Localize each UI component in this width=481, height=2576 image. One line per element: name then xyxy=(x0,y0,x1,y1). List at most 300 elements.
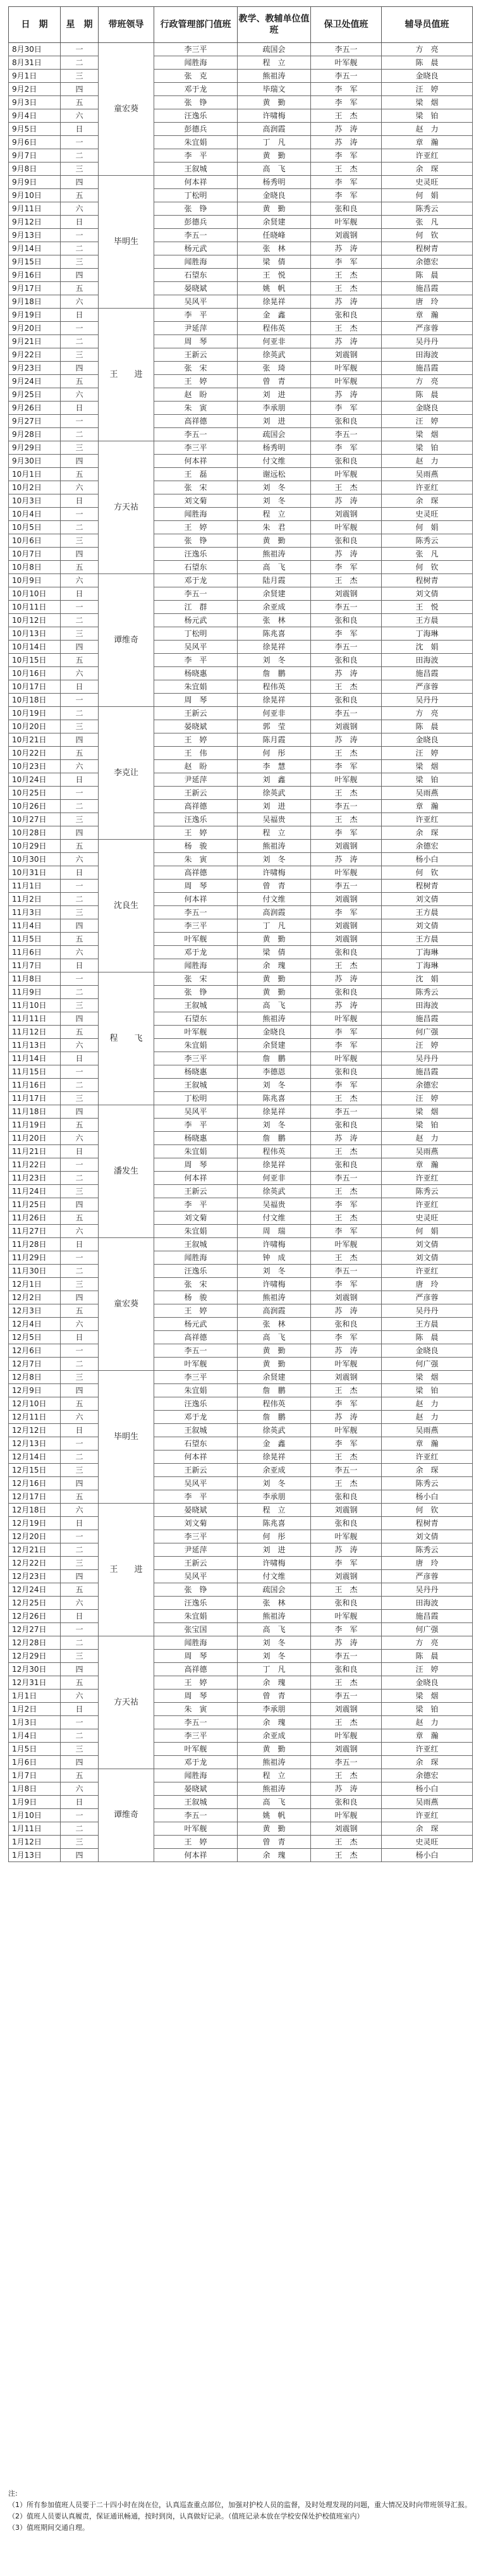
cell-admin-duty: 汪逸乐 xyxy=(154,548,238,561)
cell-weekday: 四 xyxy=(61,1198,99,1211)
table-row xyxy=(9,773,473,787)
cell-security-duty: 刘震钢 xyxy=(311,893,382,906)
cell-admin-duty: 张 铮 xyxy=(154,986,238,999)
table-row xyxy=(9,1344,473,1358)
cell-teaching-duty: 何 彤 xyxy=(238,747,311,760)
cell-counselor-duty: 陈秀云 xyxy=(382,202,473,216)
cell-teaching-duty: 余贤建 xyxy=(238,1371,311,1384)
cell-weekday: 日 xyxy=(61,1424,99,1437)
cell-admin-duty: 闻胜海 xyxy=(154,508,238,521)
table-row xyxy=(9,1012,473,1026)
cell-date: 12月3日 xyxy=(9,1304,61,1318)
cell-teaching-duty: 付文维 xyxy=(238,455,311,468)
cell-counselor-duty: 梁 烟 xyxy=(382,96,473,109)
cell-weekday: 五 xyxy=(61,375,99,388)
cell-teaching-duty: 丁 凡 xyxy=(238,1663,311,1676)
cell-security-duty: 李 军 xyxy=(311,1026,382,1039)
cell-weekday: 四 xyxy=(61,826,99,840)
cell-teaching-duty: 程伟英 xyxy=(238,322,311,335)
cell-leader: 潘发生 xyxy=(99,1105,154,1238)
table-row xyxy=(9,309,473,322)
cell-date: 11月12日 xyxy=(9,1026,61,1039)
cell-weekday: 六 xyxy=(61,946,99,959)
note-item: （3）值班期间交通自理。 xyxy=(8,2524,89,2532)
cell-teaching-duty: 余 瑰 xyxy=(238,1716,311,1729)
cell-admin-duty: 李五一 xyxy=(154,587,238,601)
cell-admin-duty: 邓于龙 xyxy=(154,946,238,959)
cell-admin-duty: 朱宜娟 xyxy=(154,1039,238,1052)
cell-admin-duty: 朱宜娟 xyxy=(154,1610,238,1623)
cell-weekday: 二 xyxy=(61,1172,99,1185)
cell-admin-duty: 尹延萍 xyxy=(154,322,238,335)
header-weekday: 星 期 xyxy=(61,7,99,43)
cell-date: 11月9日 xyxy=(9,986,61,999)
cell-admin-duty: 朱 寅 xyxy=(154,853,238,866)
cell-date: 1月12日 xyxy=(9,1836,61,1849)
cell-weekday: 四 xyxy=(61,83,99,96)
table-row xyxy=(9,680,473,694)
cell-admin-duty: 何本祥 xyxy=(154,893,238,906)
table-row xyxy=(9,1504,473,1517)
table-row xyxy=(9,986,473,999)
table-row xyxy=(9,1211,473,1225)
cell-security-duty: 李五一 xyxy=(311,1756,382,1769)
cell-counselor-duty: 方 亮 xyxy=(382,43,473,56)
cell-counselor-duty: 唐 玲 xyxy=(382,1557,473,1570)
cell-security-duty: 叶军舰 xyxy=(311,521,382,534)
cell-teaching-duty: 李德恩 xyxy=(238,1065,311,1079)
table-row xyxy=(9,1822,473,1836)
cell-admin-duty: 尹延萍 xyxy=(154,773,238,787)
cell-weekday: 一 xyxy=(61,1158,99,1172)
cell-counselor-duty: 刘文倩 xyxy=(382,1238,473,1251)
cell-teaching-duty: 熊祖涛 xyxy=(238,1756,311,1769)
cell-date: 1月1日 xyxy=(9,1690,61,1703)
cell-teaching-duty: 曾 青 xyxy=(238,880,311,893)
cell-teaching-duty: 杨秀明 xyxy=(238,176,311,189)
cell-weekday: 二 xyxy=(61,707,99,720)
cell-teaching-duty: 疏国会 xyxy=(238,1583,311,1597)
cell-admin-duty: 王新云 xyxy=(154,787,238,800)
cell-security-duty: 王 杰 xyxy=(311,680,382,694)
table-row xyxy=(9,1530,473,1543)
cell-counselor-duty: 余德宏 xyxy=(382,1769,473,1782)
table-row xyxy=(9,1132,473,1145)
cell-counselor-duty: 丁海琳 xyxy=(382,627,473,641)
cell-teaching-duty: 黄 勤 xyxy=(238,534,311,548)
cell-date: 11月30日 xyxy=(9,1265,61,1278)
cell-counselor-duty: 梁 铂 xyxy=(382,773,473,787)
cell-date: 10月11日 xyxy=(9,601,61,614)
cell-date: 1月6日 xyxy=(9,1756,61,1769)
cell-admin-duty: 张 铮 xyxy=(154,96,238,109)
cell-admin-duty: 张 宋 xyxy=(154,972,238,986)
cell-counselor-duty: 丁海琳 xyxy=(382,959,473,972)
cell-counselor-duty: 章 瀚 xyxy=(382,800,473,813)
cell-admin-duty: 李 平 xyxy=(154,1490,238,1504)
cell-security-duty: 李 军 xyxy=(311,1079,382,1092)
cell-counselor-duty: 唐 玲 xyxy=(382,1278,473,1291)
cell-security-duty: 李五一 xyxy=(311,1105,382,1119)
table-row xyxy=(9,1756,473,1769)
cell-teaching-duty: 刘 冬 xyxy=(238,1079,311,1092)
table-row xyxy=(9,494,473,508)
cell-counselor-duty: 吴丹丹 xyxy=(382,1052,473,1065)
cell-counselor-duty: 田海波 xyxy=(382,999,473,1012)
cell-date: 12月9日 xyxy=(9,1384,61,1397)
cell-date: 10月1日 xyxy=(9,468,61,481)
cell-counselor-duty: 吴雨燕 xyxy=(382,1796,473,1809)
cell-teaching-duty: 刘 冬 xyxy=(238,654,311,667)
cell-security-duty: 李 军 xyxy=(311,149,382,163)
cell-counselor-duty: 许亚红 xyxy=(382,1451,473,1464)
cell-counselor-duty: 陈 晨 xyxy=(382,1650,473,1663)
cell-date: 11月6日 xyxy=(9,946,61,959)
cell-date: 9月18日 xyxy=(9,295,61,309)
cell-date: 9月29日 xyxy=(9,441,61,455)
cell-teaching-duty: 疏国会 xyxy=(238,428,311,441)
cell-admin-duty: 江 群 xyxy=(154,601,238,614)
cell-counselor-duty: 陈 晨 xyxy=(382,720,473,733)
cell-date: 12月19日 xyxy=(9,1517,61,1530)
cell-security-duty: 苏 涛 xyxy=(311,972,382,986)
cell-date: 11月8日 xyxy=(9,972,61,986)
cell-weekday: 一 xyxy=(61,1716,99,1729)
cell-security-duty: 王 杰 xyxy=(311,1092,382,1105)
cell-teaching-duty: 高 飞 xyxy=(238,561,311,574)
cell-security-duty: 苏 涛 xyxy=(311,295,382,309)
table-row xyxy=(9,1769,473,1782)
cell-security-duty: 王 杰 xyxy=(311,269,382,282)
cell-admin-duty: 王叙城 xyxy=(154,1079,238,1092)
cell-teaching-duty: 徐晃祥 xyxy=(238,1451,311,1464)
cell-weekday: 五 xyxy=(61,654,99,667)
cell-weekday: 六 xyxy=(61,202,99,216)
table-row xyxy=(9,163,473,176)
cell-admin-duty: 杨晓惠 xyxy=(154,1132,238,1145)
cell-security-duty: 王 杰 xyxy=(311,1836,382,1849)
cell-admin-duty: 王叙城 xyxy=(154,999,238,1012)
cell-teaching-duty: 程 立 xyxy=(238,508,311,521)
table-row xyxy=(9,388,473,402)
cell-security-duty: 刘震钢 xyxy=(311,587,382,601)
cell-security-duty: 刘震钢 xyxy=(311,1291,382,1304)
table-row xyxy=(9,574,473,587)
cell-weekday: 六 xyxy=(61,1597,99,1610)
cell-weekday: 四 xyxy=(61,1663,99,1676)
cell-security-duty: 张和良 xyxy=(311,1119,382,1132)
cell-weekday: 二 xyxy=(61,614,99,627)
cell-date: 9月15日 xyxy=(9,255,61,269)
cell-teaching-duty: 高润霞 xyxy=(238,123,311,136)
cell-teaching-duty: 余贤建 xyxy=(238,216,311,229)
cell-weekday: 五 xyxy=(61,1211,99,1225)
cell-teaching-duty: 曾 青 xyxy=(238,1690,311,1703)
cell-counselor-duty: 余 琛 xyxy=(382,826,473,840)
cell-date: 9月14日 xyxy=(9,242,61,255)
table-row xyxy=(9,1517,473,1530)
cell-admin-duty: 周 琴 xyxy=(154,335,238,348)
cell-security-duty: 王 杰 xyxy=(311,1145,382,1158)
cell-date: 11月23日 xyxy=(9,1172,61,1185)
cell-date: 12月31日 xyxy=(9,1676,61,1690)
cell-security-duty: 叶军舰 xyxy=(311,468,382,481)
cell-security-duty: 张和良 xyxy=(311,202,382,216)
table-row xyxy=(9,707,473,720)
cell-admin-duty: 邓于龙 xyxy=(154,83,238,96)
cell-date: 10月27日 xyxy=(9,813,61,826)
cell-date: 12月2日 xyxy=(9,1291,61,1304)
cell-admin-duty: 朱 寅 xyxy=(154,402,238,415)
cell-security-duty: 李 军 xyxy=(311,1331,382,1344)
cell-teaching-duty: 徐英武 xyxy=(238,348,311,362)
cell-teaching-duty: 李承朋 xyxy=(238,1703,311,1716)
cell-weekday: 四 xyxy=(61,1570,99,1583)
table-row xyxy=(9,880,473,893)
cell-security-duty: 李 军 xyxy=(311,83,382,96)
cell-admin-duty: 王 婷 xyxy=(154,1676,238,1690)
cell-security-duty: 叶军舰 xyxy=(311,1238,382,1251)
cell-counselor-duty: 陈秀云 xyxy=(382,1185,473,1198)
cell-date: 11月16日 xyxy=(9,1079,61,1092)
table-row xyxy=(9,654,473,667)
cell-date: 12月20日 xyxy=(9,1530,61,1543)
cell-admin-duty: 李五一 xyxy=(154,229,238,242)
cell-weekday: 一 xyxy=(61,415,99,428)
cell-counselor-duty: 章 瀚 xyxy=(382,1437,473,1451)
cell-counselor-duty: 金晓良 xyxy=(382,1676,473,1690)
cell-date: 10月9日 xyxy=(9,574,61,587)
cell-admin-duty: 李五一 xyxy=(154,1716,238,1729)
cell-admin-duty: 张 宋 xyxy=(154,481,238,494)
cell-admin-duty: 王新云 xyxy=(154,1185,238,1198)
table-row xyxy=(9,1158,473,1172)
cell-counselor-duty: 施昌霞 xyxy=(382,1610,473,1623)
table-row xyxy=(9,1145,473,1158)
cell-security-duty: 刘震钢 xyxy=(311,919,382,933)
cell-security-duty: 苏 涛 xyxy=(311,853,382,866)
table-row xyxy=(9,269,473,282)
cell-admin-duty: 周 琴 xyxy=(154,1158,238,1172)
cell-counselor-duty: 严彦蓉 xyxy=(382,322,473,335)
cell-admin-duty: 周 琴 xyxy=(154,694,238,707)
cell-weekday: 日 xyxy=(61,773,99,787)
cell-teaching-duty: 程 立 xyxy=(238,1504,311,1517)
cell-date: 10月29日 xyxy=(9,840,61,853)
cell-weekday: 三 xyxy=(61,906,99,919)
table-row xyxy=(9,1597,473,1610)
cell-counselor-duty: 陈 晨 xyxy=(382,388,473,402)
cell-leader: 毕明生 xyxy=(99,1371,154,1504)
cell-teaching-duty: 詹 鹏 xyxy=(238,1384,311,1397)
cell-admin-duty: 王 婷 xyxy=(154,375,238,388)
table-row xyxy=(9,627,473,641)
cell-teaching-duty: 徐晃祥 xyxy=(238,1105,311,1119)
cell-counselor-duty: 陈秀云 xyxy=(382,1543,473,1557)
cell-counselor-duty: 张 凡 xyxy=(382,548,473,561)
cell-admin-duty: 叶军舰 xyxy=(154,933,238,946)
table-row xyxy=(9,149,473,163)
cell-teaching-duty: 毕瑞文 xyxy=(238,83,311,96)
table-row xyxy=(9,1636,473,1650)
cell-teaching-duty: 詹 鹏 xyxy=(238,1411,311,1424)
cell-date: 12月10日 xyxy=(9,1397,61,1411)
notes-heading: 注: xyxy=(8,2489,18,2498)
cell-weekday: 三 xyxy=(61,163,99,176)
cell-date: 9月21日 xyxy=(9,335,61,348)
table-row xyxy=(9,1849,473,1862)
cell-security-duty: 王 杰 xyxy=(311,163,382,176)
cell-admin-duty: 邓于龙 xyxy=(154,574,238,587)
cell-teaching-duty: 熊祖涛 xyxy=(238,70,311,83)
cell-weekday: 四 xyxy=(61,1477,99,1490)
cell-admin-duty: 朱宜娟 xyxy=(154,136,238,149)
cell-date: 10月25日 xyxy=(9,787,61,800)
cell-security-duty: 李 军 xyxy=(311,1623,382,1636)
cell-security-duty: 苏 涛 xyxy=(311,123,382,136)
header-leader: 带班领导 xyxy=(99,7,154,43)
cell-counselor-duty: 施昌霞 xyxy=(382,362,473,375)
cell-security-duty: 张和良 xyxy=(311,1158,382,1172)
cell-date: 9月30日 xyxy=(9,455,61,468)
cell-security-duty: 张和良 xyxy=(311,415,382,428)
cell-security-duty: 李 军 xyxy=(311,760,382,773)
cell-date: 11月14日 xyxy=(9,1052,61,1065)
cell-admin-duty: 张 铮 xyxy=(154,202,238,216)
cell-weekday: 一 xyxy=(61,1623,99,1636)
cell-security-duty: 张和良 xyxy=(311,1065,382,1079)
cell-teaching-duty: 许啸梅 xyxy=(238,1238,311,1251)
cell-teaching-duty: 吴福贵 xyxy=(238,1198,311,1211)
cell-security-duty: 王 杰 xyxy=(311,1676,382,1690)
cell-date: 9月23日 xyxy=(9,362,61,375)
cell-weekday: 三 xyxy=(61,1650,99,1663)
table-row xyxy=(9,56,473,70)
cell-admin-duty: 刘文菊 xyxy=(154,1211,238,1225)
table-row xyxy=(9,667,473,680)
table-row xyxy=(9,787,473,800)
cell-weekday: 日 xyxy=(61,494,99,508)
cell-counselor-duty: 田海波 xyxy=(382,654,473,667)
cell-date: 9月10日 xyxy=(9,189,61,202)
table-row xyxy=(9,1291,473,1304)
cell-date: 9月19日 xyxy=(9,309,61,322)
cell-teaching-duty: 陈月霞 xyxy=(238,733,311,747)
cell-date: 9月16日 xyxy=(9,269,61,282)
cell-counselor-duty: 王方晨 xyxy=(382,906,473,919)
table-row xyxy=(9,1610,473,1623)
cell-counselor-duty: 吴雨燕 xyxy=(382,468,473,481)
cell-date: 12月4日 xyxy=(9,1318,61,1331)
cell-leader: 谭维奇 xyxy=(99,1769,154,1862)
cell-teaching-duty: 李 慧 xyxy=(238,760,311,773)
cell-date: 12月30日 xyxy=(9,1663,61,1676)
cell-counselor-duty: 金晓良 xyxy=(382,733,473,747)
cell-weekday: 三 xyxy=(61,627,99,641)
cell-security-duty: 李五一 xyxy=(311,1464,382,1477)
cell-counselor-duty: 陈秀云 xyxy=(382,534,473,548)
cell-teaching-duty: 何亚非 xyxy=(238,707,311,720)
cell-date: 12月27日 xyxy=(9,1623,61,1636)
cell-weekday: 二 xyxy=(61,1265,99,1278)
cell-security-duty: 李 军 xyxy=(311,1557,382,1570)
cell-weekday: 一 xyxy=(61,880,99,893)
cell-security-duty: 刘震钢 xyxy=(311,1371,382,1384)
cell-counselor-duty: 杨小白 xyxy=(382,1782,473,1796)
cell-date: 10月17日 xyxy=(9,680,61,694)
cell-date: 9月27日 xyxy=(9,415,61,428)
table-row xyxy=(9,109,473,123)
cell-security-duty: 李 军 xyxy=(311,402,382,415)
table-row xyxy=(9,1703,473,1716)
cell-teaching-duty: 黄 勤 xyxy=(238,1344,311,1358)
table-row xyxy=(9,1397,473,1411)
cell-security-duty: 苏 涛 xyxy=(311,1411,382,1424)
cell-date: 12月13日 xyxy=(9,1437,61,1451)
cell-teaching-duty: 黄 勤 xyxy=(238,1358,311,1371)
cell-admin-duty: 李 平 xyxy=(154,1119,238,1132)
table-row xyxy=(9,508,473,521)
cell-teaching-duty: 詹 鹏 xyxy=(238,667,311,680)
cell-weekday: 二 xyxy=(61,1079,99,1092)
cell-date: 12月7日 xyxy=(9,1358,61,1371)
cell-teaching-duty: 张 林 xyxy=(238,242,311,255)
cell-teaching-duty: 许啸梅 xyxy=(238,1557,311,1570)
table-row xyxy=(9,800,473,813)
cell-weekday: 四 xyxy=(61,269,99,282)
cell-admin-duty: 汪逸乐 xyxy=(154,1597,238,1610)
table-row xyxy=(9,1836,473,1849)
cell-admin-duty: 周 琴 xyxy=(154,1650,238,1663)
cell-date: 11月27日 xyxy=(9,1225,61,1238)
cell-security-duty: 苏 涛 xyxy=(311,1782,382,1796)
cell-counselor-duty: 何 钦 xyxy=(382,1504,473,1517)
cell-admin-duty: 杨 骏 xyxy=(154,1291,238,1304)
table-row xyxy=(9,1690,473,1703)
cell-counselor-duty: 汪 婷 xyxy=(382,1039,473,1052)
cell-weekday: 四 xyxy=(61,548,99,561)
table-row xyxy=(9,1026,473,1039)
cell-weekday: 五 xyxy=(61,468,99,481)
cell-weekday: 四 xyxy=(61,1105,99,1119)
cell-admin-duty: 李 平 xyxy=(154,149,238,163)
cell-weekday: 二 xyxy=(61,428,99,441)
cell-counselor-duty: 刘文倩 xyxy=(382,587,473,601)
cell-counselor-duty: 许亚红 xyxy=(382,1809,473,1822)
cell-admin-duty: 王 婷 xyxy=(154,1836,238,1849)
cell-admin-duty: 张 宋 xyxy=(154,362,238,375)
table-row xyxy=(9,1265,473,1278)
table-row xyxy=(9,534,473,548)
cell-teaching-duty: 余贤建 xyxy=(238,587,311,601)
cell-admin-duty: 刘文菊 xyxy=(154,494,238,508)
table-row xyxy=(9,933,473,946)
table-row xyxy=(9,322,473,335)
cell-counselor-duty: 吴雨燕 xyxy=(382,1145,473,1158)
cell-teaching-duty: 高 飞 xyxy=(238,1796,311,1809)
cell-admin-duty: 汪逸乐 xyxy=(154,813,238,826)
cell-date: 9月1日 xyxy=(9,70,61,83)
cell-security-duty: 叶军舰 xyxy=(311,216,382,229)
cell-admin-duty: 丁松明 xyxy=(154,627,238,641)
cell-teaching-duty: 詹 鹏 xyxy=(238,1132,311,1145)
cell-date: 11月26日 xyxy=(9,1211,61,1225)
table-row xyxy=(9,1052,473,1065)
cell-security-duty: 刘震钢 xyxy=(311,508,382,521)
cell-weekday: 五 xyxy=(61,96,99,109)
cell-weekday: 三 xyxy=(61,255,99,269)
cell-leader: 方天祜 xyxy=(99,441,154,574)
